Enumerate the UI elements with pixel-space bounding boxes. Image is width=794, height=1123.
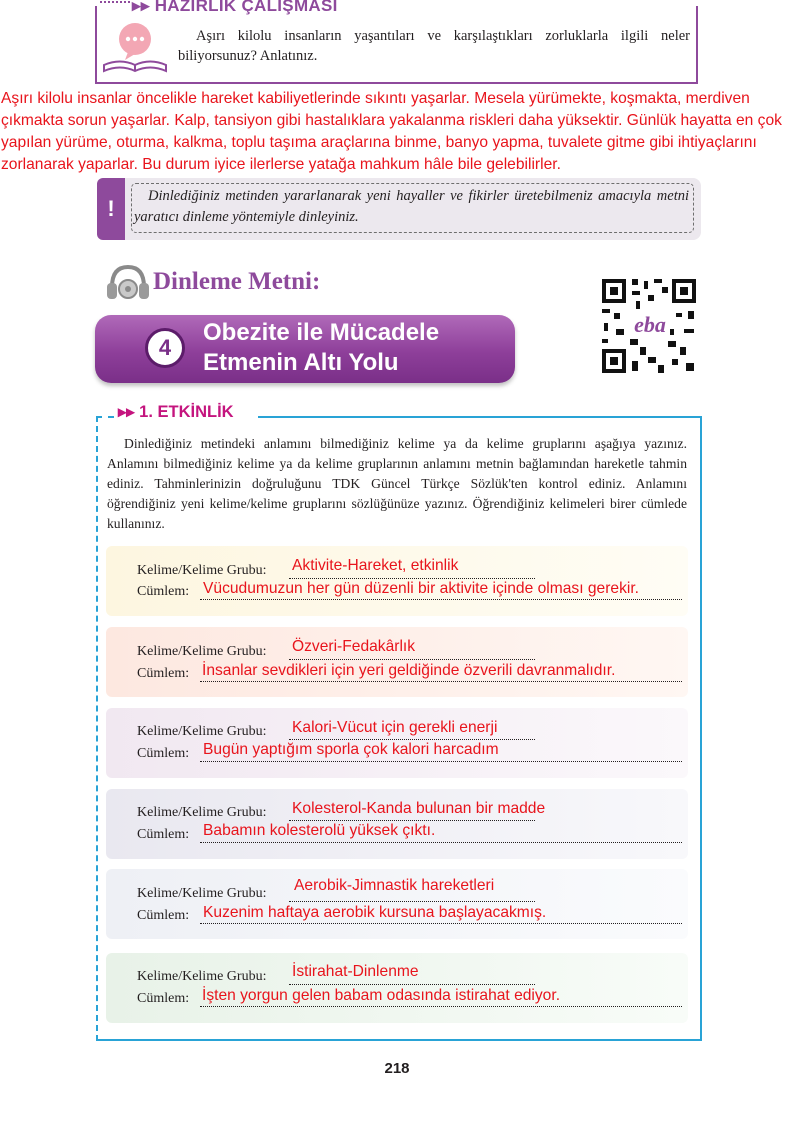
word-answer: Kolesterol-Kanda bulunan bir madde	[292, 800, 546, 817]
word-dotted-line	[289, 659, 535, 660]
sentence-dotted-line	[200, 842, 682, 843]
sentence-answer: İşten yorgun gelen babam odasında istirahat ediyor.	[202, 987, 561, 1004]
hazirlik-title: ▸▸ HAZIRLIK ÇALIŞMASI	[132, 0, 338, 15]
etkinlik-instructions: Dinlediğiniz metindeki anlamını bilmediğiniz kelime ya da kelime gruplarını aşağıya yazınız. Anlamını bilmediğiniz kelime ya da kelime gruplarının anlamını metnin bağlamından hareketle tahmin ediniz. Tahminlerinizin doğruluğunu TDK Güncel Türkçe Sözlük'ten kontrol ediniz. Anlamını öğrendiğiniz yeni kelime/kelime gruplarını sözlüğünüze yazınız. Öğrendiğiniz kelimeleri birer cümlede kullanınız.	[107, 436, 687, 531]
sentence-dotted-line	[200, 1006, 682, 1007]
word-dotted-line	[289, 901, 535, 902]
hazirlik-dots	[100, 1, 130, 3]
frame-left-border	[96, 416, 98, 1041]
word-dotted-line	[289, 578, 535, 579]
headphones-icon	[104, 263, 152, 305]
info-text: Dinlediğiniz metinden yararlanarak yeni hayaller ve fikirler üretebilmeniz amacıyla metni yaratıcı dinleme yöntemiyle dinleyiniz.	[134, 188, 689, 225]
text-number-badge: 4	[145, 328, 185, 368]
word-answer: Aerobik-Jimnastik hareketleri	[294, 877, 495, 894]
sentence-label: Cümlem:	[137, 991, 190, 1006]
sentence-dotted-line	[200, 761, 682, 762]
sentence-answer: Vücudumuzun her gün düzenli bir aktivite içinde olması gerekir.	[203, 580, 639, 597]
word-dotted-line	[289, 820, 535, 821]
frame-bottom-border	[96, 1039, 702, 1041]
frame-right-border	[700, 416, 702, 1041]
exclamation-icon: !	[97, 178, 125, 240]
sentence-label: Cümlem:	[137, 827, 190, 842]
etkinlik-title: ▸▸ 1. ETKİNLİK	[118, 403, 234, 421]
handwritten-answer: Aşırı kilolu insanlar öncelikle hareket kabiliyetlerinde sıkıntı yaşarlar. Mesela yürümekte, koşmakta, merdiven çıkmakta sorun yaşarlar. Kalp, tansiyon gibi hastalıklara yakalanma riskleri daha yüksektir. Günlük hayatta en çok yapılan yürüme, oturma, kalkma, toplu taşıma araçlarına binme, banyo yapma, tuvalete gitme gibi ihtiyaçlarını zorlanarak yaparlar. Bu durum iyice ilerlerse yatağa mahkum hâle bile gelebilirler.	[1, 90, 782, 173]
word-answer: Özveri-Fedakârlık	[292, 638, 416, 655]
dinleme-heading: Dinleme Metni:	[153, 268, 321, 295]
sentence-label: Cümlem:	[137, 666, 190, 681]
frame-top-border	[258, 416, 702, 418]
sentence-answer: İnsanlar sevdikleri için yeri geldiğinde özverili davranmalıdır.	[202, 662, 616, 679]
word-answer: İstirahat-Dinlenme	[292, 963, 419, 980]
text-title	[203, 318, 439, 378]
hazirlik-question: Aşırı kilolu insanların yaşantıları ve karşılaştıkları zorluklarla ilgili neler biliyorsunuz? Anlatınız.	[178, 28, 690, 64]
word-label: Kelime/Kelime Grubu:	[137, 563, 267, 578]
sentence-dotted-line	[200, 599, 682, 600]
word-label: Kelime/Kelime Grubu:	[137, 724, 267, 739]
word-label: Kelime/Kelime Grubu:	[137, 886, 267, 901]
speech-book-icon	[98, 15, 172, 77]
word-dotted-line	[289, 739, 535, 740]
page-number: 218	[384, 1060, 410, 1077]
word-answer: Aktivite-Hareket, etkinlik	[292, 557, 459, 574]
word-label: Kelime/Kelime Grubu:	[137, 969, 267, 984]
sentence-label: Cümlem:	[137, 584, 190, 599]
word-dotted-line	[289, 984, 535, 985]
sentence-label: Cümlem:	[137, 908, 190, 923]
sentence-answer: Babamın kolesterolü yüksek çıktı.	[203, 822, 436, 839]
word-label: Kelime/Kelime Grubu:	[137, 805, 267, 820]
sentence-answer: Kuzenim haftaya aerobik kursuna başlayacakmış.	[203, 904, 547, 921]
word-answer: Kalori-Vücut için gerekli enerji	[292, 719, 498, 736]
sentence-label: Cümlem:	[137, 746, 190, 761]
sentence-answer: Bugün yaptığım sporla çok kalori harcadım	[203, 741, 499, 758]
text-title-line2: Etmenin Altı Yolu	[203, 349, 399, 376]
word-label: Kelime/Kelime Grubu:	[137, 644, 267, 659]
sentence-dotted-line	[200, 923, 682, 924]
frame-top-left-border	[96, 416, 114, 418]
text-title-line1: Obezite ile Mücadele	[203, 319, 440, 346]
qr-eba-label: eba	[634, 312, 666, 337]
sentence-dotted-line	[200, 681, 682, 682]
qr-code[interactable]	[600, 277, 698, 375]
